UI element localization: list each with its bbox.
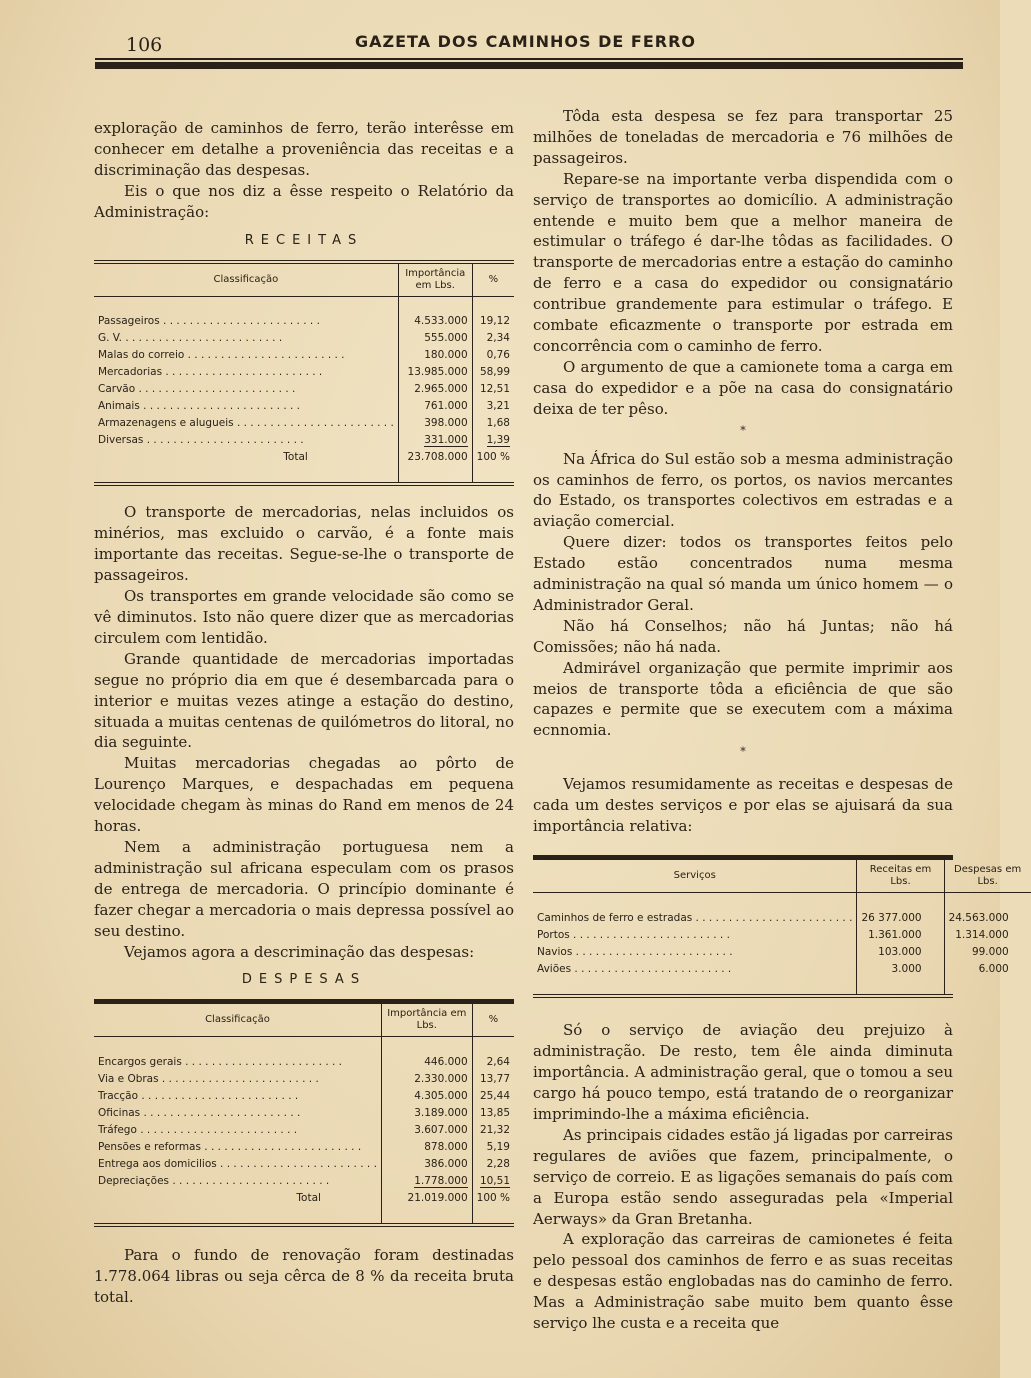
row-label: Malas do correio . . . bbox=[94, 347, 398, 364]
table-row bbox=[533, 961, 1031, 978]
row-receitas: 3.000 bbox=[857, 961, 944, 978]
paragraph: O transporte de mercadorias, nelas incluidos os minérios, mas excluido o carvão, é a fonte mais importante das receitas. Segue-se-lhe o transporte de passageiros. bbox=[94, 503, 514, 585]
row-pct: 10,51 bbox=[479, 1174, 510, 1187]
table-row bbox=[94, 1173, 514, 1190]
paragraph: Tôda esta despesa se fez para transportar 25 milhões de toneladas de mercadoria e 76 milhões de passageiros. bbox=[533, 107, 953, 167]
col-header: Serviços bbox=[533, 860, 857, 893]
col-header: % bbox=[472, 1004, 514, 1037]
row-pct: 0,76 bbox=[472, 347, 514, 364]
right-column bbox=[533, 106, 1022, 1334]
row-label: Aviões . . . bbox=[533, 961, 857, 978]
table-row bbox=[94, 313, 514, 330]
row-label: Entrega aos domicilios . . . bbox=[94, 1156, 381, 1173]
paragraph: Nem a administração portuguesa nem a administração sul africana especulam com os prasos de entrega de mercadoria. O princípio dominante é fazer chegar a mercadoria o mais depressa possível ao seu destino. bbox=[94, 837, 514, 940]
row-label: Navios . . . bbox=[533, 944, 857, 961]
row-despesas: 1.314.000 bbox=[944, 927, 1031, 944]
row-label: Pensões e reformas . . . bbox=[94, 1139, 381, 1156]
despesas-table bbox=[94, 999, 514, 1227]
row-value: 1.778.000 bbox=[414, 1174, 468, 1187]
paragraph: exploração de caminhos de ferro, terão interêsse em conhecer em detalhe a proveniência das receitas e a discriminação das despesas. bbox=[94, 119, 514, 179]
row-label: Animais . . . bbox=[94, 398, 398, 415]
row-pct: 2,64 bbox=[472, 1054, 514, 1071]
row-value: 180.000 bbox=[398, 347, 472, 364]
table-row bbox=[94, 1156, 514, 1173]
row-value: 331.000 bbox=[424, 433, 468, 446]
row-despesas: 24.563.000 bbox=[944, 910, 1031, 927]
row-value: 446.000 bbox=[381, 1054, 472, 1071]
table-row bbox=[94, 1054, 514, 1071]
row-label: Diversas . . . bbox=[94, 432, 398, 449]
table-row bbox=[533, 910, 1031, 927]
paragraph: Para o fundo de renovação foram destinadas 1.778.064 libras ou seja cêrca de 8 % da receita bruta total. bbox=[94, 1246, 514, 1307]
total-pct: 100 % bbox=[472, 1190, 514, 1207]
row-pct: 25,44 bbox=[472, 1088, 514, 1105]
page-number: 106 bbox=[126, 34, 163, 56]
row-pct: 2,28 bbox=[472, 1156, 514, 1173]
table-row bbox=[94, 347, 514, 364]
left-column bbox=[94, 118, 514, 1308]
paragraph: Na África do Sul estão sob a mesma administração os caminhos de ferro, os portos, os navios mercantes do Estado, os transportes colectivos em estradas e a aviação comercial. bbox=[533, 449, 953, 531]
paragraph: Eis o que nos diz a êsse respeito o Relatório da Administração: bbox=[94, 181, 514, 221]
table-row bbox=[94, 1071, 514, 1088]
row-pct: 3,21 bbox=[472, 398, 514, 415]
row-pct: 2,34 bbox=[472, 330, 514, 347]
col-header: % bbox=[472, 264, 514, 297]
paragraph: Vejamos resumidamente as receitas e despesas de cada um destes serviços e por elas se ajuisará da sua importância relativa: bbox=[533, 775, 953, 836]
row-value: 13.985.000 bbox=[398, 364, 472, 381]
row-label: Oficinas . . . bbox=[94, 1105, 381, 1122]
row-pct: 1,39 bbox=[486, 433, 510, 446]
col-header: Importância em Lbs. bbox=[381, 1004, 472, 1037]
row-label: Caminhos de ferro e estradas . . . bbox=[533, 910, 857, 927]
row-value: 2.965.000 bbox=[398, 381, 472, 398]
row-label: Armazenagens e alugueis . . . bbox=[94, 415, 398, 432]
row-pct: 19,12 bbox=[472, 313, 514, 330]
row-label: Tracção . . . bbox=[94, 1088, 381, 1105]
row-label: Carvão . . . bbox=[94, 381, 398, 398]
row-value: 4.305.000 bbox=[381, 1088, 472, 1105]
row-label: Encargos gerais . . . bbox=[94, 1054, 381, 1071]
row-receitas: 103.000 bbox=[857, 944, 944, 961]
section-separator: * bbox=[740, 745, 746, 759]
table-row bbox=[94, 1105, 514, 1122]
row-value: 398.000 bbox=[398, 415, 472, 432]
receitas-title: RECEITAS bbox=[244, 232, 364, 248]
col-header: Classificação bbox=[94, 264, 398, 297]
row-label: Passageiros . . . bbox=[94, 313, 398, 330]
row-value: 386.000 bbox=[381, 1156, 472, 1173]
paragraph: Admirável organização que permite imprimir aos meios de transporte tôda a eficiência de que são capazes e permite que se executem com a máxima ecnnomia. bbox=[533, 658, 953, 740]
paragraph: As principais cidades estão já ligadas por carreiras regulares de aviões que fazem, principalmente, o serviço de correio. E as ligações semanais do país com a Europa estão sendo asseguradas pela «Imperial Aerways» da Gran Bretanha. bbox=[533, 1125, 953, 1228]
row-pct: 12,51 bbox=[472, 381, 514, 398]
row-pct: 1,68 bbox=[472, 415, 514, 432]
header-rule-thin bbox=[95, 58, 963, 60]
servicos-table bbox=[533, 855, 1022, 998]
table-row bbox=[94, 432, 514, 449]
row-value: 878.000 bbox=[381, 1139, 472, 1156]
row-value: 4.533.000 bbox=[398, 313, 472, 330]
paragraph: Vejamos agora a descriminação das despesas: bbox=[124, 942, 475, 961]
total-pct: 100 % bbox=[472, 449, 514, 466]
row-pct: 5,19 bbox=[472, 1139, 514, 1156]
receitas-table bbox=[94, 260, 514, 487]
total-row bbox=[94, 1190, 514, 1207]
total-label: Total bbox=[296, 1191, 321, 1204]
header-rule-thick bbox=[95, 62, 963, 69]
row-despesas: 99.000 bbox=[944, 944, 1031, 961]
row-despesas: 6.000 bbox=[944, 961, 1031, 978]
row-value: 761.000 bbox=[398, 398, 472, 415]
despesas-title: DESPESAS bbox=[241, 972, 367, 988]
row-pct: 13,77 bbox=[472, 1071, 514, 1088]
paragraph: Quere dizer: todos os transportes feitos pelo Estado estão concentrados numa mesma administração na qual só manda um único homem — o Administrador Geral. bbox=[533, 533, 953, 614]
table-row bbox=[94, 330, 514, 347]
total-row bbox=[94, 449, 514, 466]
row-value: 3.189.000 bbox=[381, 1105, 472, 1122]
table-row bbox=[533, 944, 1031, 961]
paragraph: Não há Conselhos; não há Juntas; não há Comissões; não há nada. bbox=[533, 616, 953, 656]
row-receitas: 26 377.000 bbox=[857, 910, 944, 927]
row-label: Mercadorias . . . bbox=[94, 364, 398, 381]
section-separator: * bbox=[740, 423, 746, 437]
paragraph: Muitas mercadorias chegadas ao pôrto de Lourenço Marques, e despachadas em pequena velocidade chegam às minas do Rand em menos de 24 horas. bbox=[94, 754, 514, 836]
table-row bbox=[94, 398, 514, 415]
table-row bbox=[94, 1122, 514, 1139]
col-header: Receitas em Lbs. bbox=[857, 860, 944, 893]
paragraph: O argumento de que a camionete toma a carga em casa do expedidor e a põe na casa do consignatário deixa de ter pêso. bbox=[533, 357, 953, 418]
row-label: Via e Obras . . . bbox=[94, 1071, 381, 1088]
table-row bbox=[533, 927, 1031, 944]
paragraph: Repare-se na importante verba dispendida com o serviço de transportes ao domicílio. A administração entende e muito bem que a melhor maneira de estimular o tráfego é dar-lhe tôdas as facilidades. O transporte de mercadorias entre a estação do caminho de ferro e a casa do expedidor ou consignatário contribue grandemente para estimular o tráfego. E combate eficazmente o transporte por estrada em concorrência com o caminho de ferro. bbox=[533, 169, 953, 355]
table-row bbox=[94, 1088, 514, 1105]
row-label: Depreciações . . . bbox=[94, 1173, 381, 1190]
row-label: G. V. . . . bbox=[94, 330, 398, 347]
running-title: GAZETA DOS CAMINHOS DE FERRO bbox=[355, 32, 697, 51]
table-row bbox=[94, 1139, 514, 1156]
col-header: Importância em Lbs. bbox=[398, 264, 472, 297]
table-row bbox=[94, 381, 514, 398]
row-receitas: 1.361.000 bbox=[857, 927, 944, 944]
paragraph: A exploração das carreiras de camionetes é feita pelo pessoal dos caminhos de ferro e as suas receitas e despesas estão englobadas nas do caminho de ferro. Mas a Administração sabe muito bem quanto êsse serviço lhe custa e a receita que bbox=[533, 1230, 953, 1333]
row-value: 555.000 bbox=[398, 330, 472, 347]
row-pct: 58,99 bbox=[472, 364, 514, 381]
row-pct: 13,85 bbox=[472, 1105, 514, 1122]
row-value: 3.607.000 bbox=[381, 1122, 472, 1139]
col-header: Classificação bbox=[94, 1004, 381, 1037]
row-label: Portos . . . bbox=[533, 927, 857, 944]
row-label: Tráfego . . . bbox=[94, 1122, 381, 1139]
col-header: Despesas em Lbs. bbox=[944, 860, 1031, 893]
table-row bbox=[94, 364, 514, 381]
total-label: Total bbox=[283, 450, 308, 463]
row-pct: 21,32 bbox=[472, 1122, 514, 1139]
paragraph: Grande quantidade de mercadorias importadas segue no próprio dia em que é desembarcada para o interior e muitas vezes atinge a estação do destino, situada a muitas centenas de quilómetros do litoral, no dia seguinte. bbox=[94, 649, 514, 752]
paragraph: Só o serviço de aviação deu prejuizo à administração. De resto, tem êle ainda diminuta importância. A administração geral, que o tomou a seu cargo há pouco tempo, está tratando de o reorganizar imprimindo-lhe a máxima eficiência. bbox=[533, 1021, 953, 1124]
total-value: 23.708.000 bbox=[398, 449, 472, 466]
paragraph: Os transportes em grande velocidade são como se vê diminutos. Isto não quere dizer que as mercadorias circulem com lentidão. bbox=[94, 587, 514, 647]
row-value: 2.330.000 bbox=[381, 1071, 472, 1088]
table-row bbox=[94, 415, 514, 432]
total-value: 21.019.000 bbox=[381, 1190, 472, 1207]
